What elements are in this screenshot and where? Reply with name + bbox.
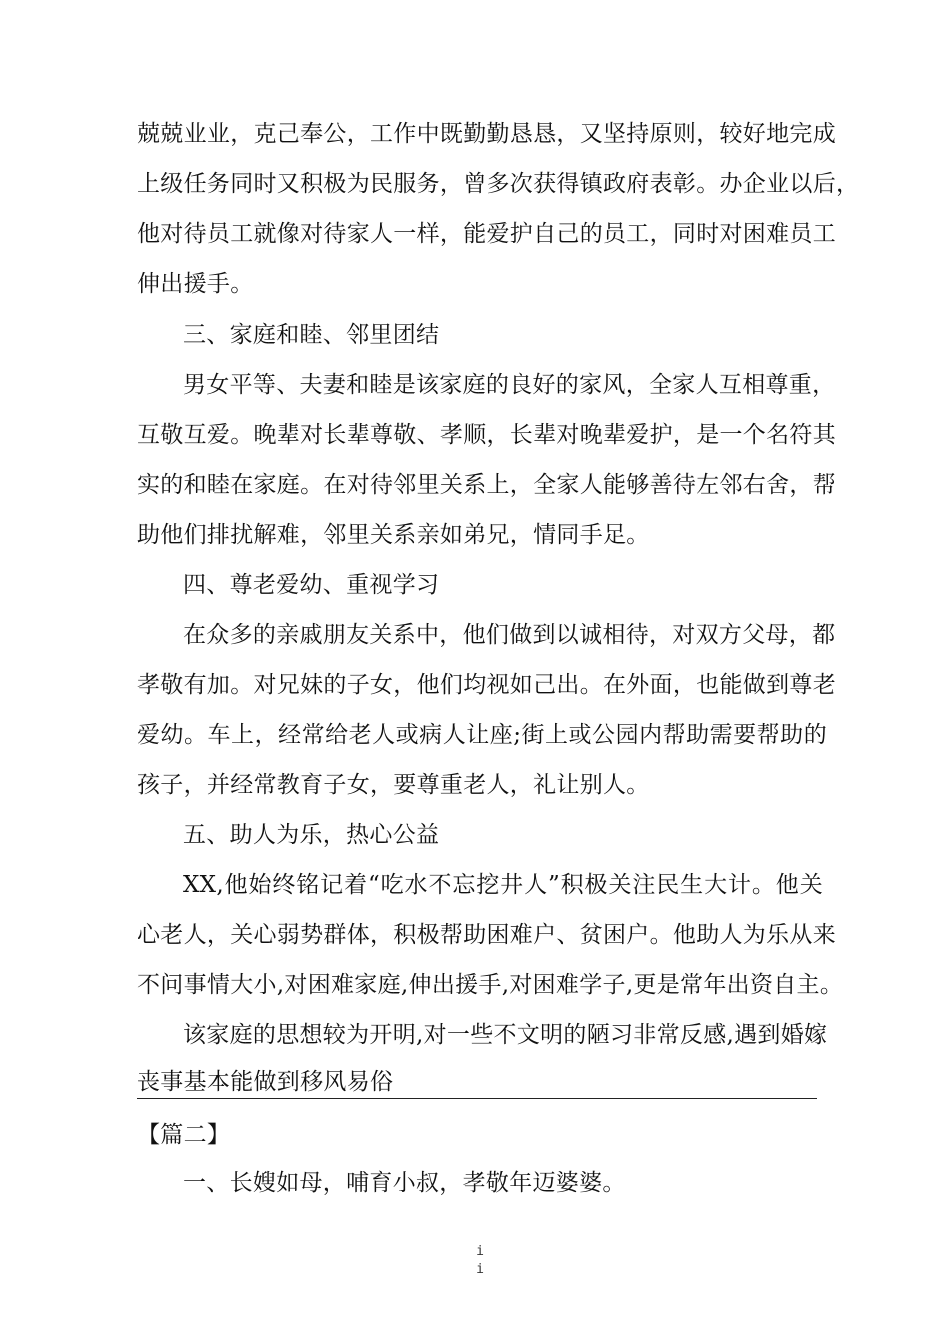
body-line: 不问事情大小,对困难家庭,伸出援手,对困难学子,更是常年出资自主。 — [137, 972, 844, 998]
section-label: 【篇二】 — [137, 1122, 231, 1148]
section-first-line: 一、长嫂如母，哺育小叔，孝敬年迈婆婆。 — [183, 1170, 626, 1196]
body-line: 心老人，关心弱势群体，积极帮助困难户、贫困户。他助人为乐从来 — [137, 922, 836, 948]
body-line: 他对待员工就像对待家人一样，能爱护自己的员工，同时对困难员工 — [137, 221, 836, 247]
body-line: 爱幼。车上，经常给老人或病人让座;街上或公园内帮助需要帮助的 — [137, 722, 827, 748]
paragraph-first-line: 该家庭的思想较为开明,对一些不文明的陋习非常反感,遇到婚嫁 — [183, 1022, 828, 1048]
paragraph-first-line: XX,他始终铭记着“吃水不忘挖井人”积极关注民生大计。他关 — [183, 872, 823, 898]
body-line: 互敬互爱。晚辈对长辈尊敬、孝顺，长辈对晚辈爱护，是一个名符其 — [137, 422, 836, 448]
section-heading: 三、家庭和睦、邻里团结 — [183, 322, 440, 348]
body-line: 孩子，并经常教育子女，要尊重老人，礼让别人。 — [137, 772, 650, 798]
body-line: 助他们排扰解难，邻里关系亲如弟兄，情同手足。 — [137, 522, 650, 548]
footer-mark: i — [476, 1262, 484, 1277]
paragraph-first-line: 男女平等、夫妻和睦是该家庭的良好的家风，全家人互相尊重， — [183, 372, 836, 398]
body-line: 伸出援手。 — [137, 271, 254, 297]
section-heading: 五、助人为乐，热心公益 — [183, 822, 440, 848]
paragraph-first-line: 在众多的亲戚朋友关系中，他们做到以诚相待，对双方父母，都 — [183, 622, 836, 648]
footer-mark: i — [476, 1244, 484, 1259]
body-line: 上级任务同时又积极为民服务，曾多次获得镇政府表彰。办企业以后， — [137, 171, 860, 197]
body-line: 兢兢业业，克己奉公，工作中既勤勤恳恳，又坚持原则，较好地完成 — [137, 121, 836, 147]
horizontal-rule — [137, 1098, 817, 1099]
section-heading: 四、尊老爱幼、重视学习 — [183, 572, 440, 598]
body-line: 丧事基本能做到移风易俗 — [137, 1069, 394, 1095]
body-line: 实的和睦在家庭。在对待邻里关系上，全家人能够善待左邻右舍，帮 — [137, 472, 836, 498]
body-line: 孝敬有加。对兄妹的子女，他们均视如己出。在外面，也能做到尊老 — [137, 672, 836, 698]
